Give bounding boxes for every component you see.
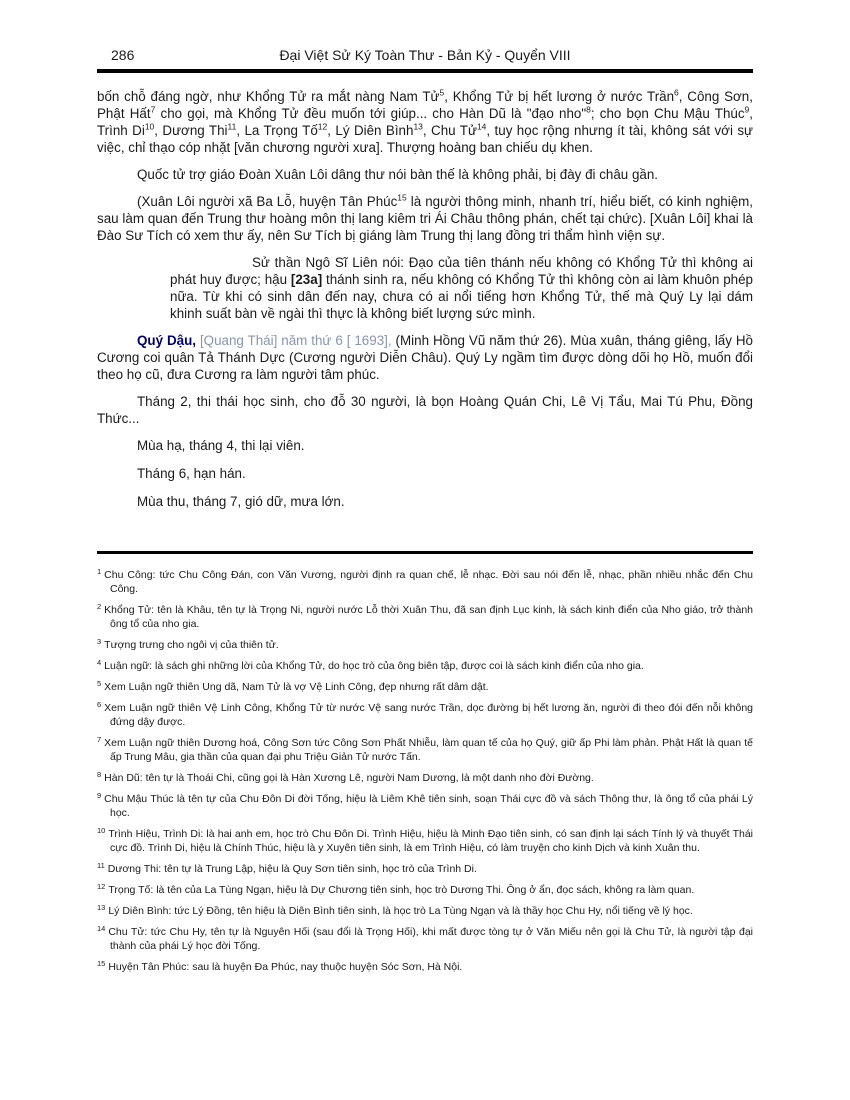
footnote-number: 10	[97, 825, 106, 835]
paragraph-mua-thu: Mùa thu, tháng 7, gió dữ, mưa lớn.	[137, 494, 345, 509]
footnote-number: 4	[97, 657, 102, 667]
footnote-14	[97, 925, 753, 953]
footnote-12	[97, 883, 753, 897]
paragraph-quy-dau: Quý Dậu, [Quang Thái] năm thứ 6 [ 1693], (Minh Hồng Vũ năm thứ 26). Mùa xuân, tháng giêng, lấy Hồ Cương coi quân Tả Thánh Dực (Cương người Diễn Châu). Quý Ly ngầm tìm được dòng dõi họ Hồ, muốn đổi theo họ cũ, đưa Cương ra làm người tâm phúc.	[97, 333, 753, 382]
footnote-text: Dương Thi: tên tự là Trung Lập, hiệu là Quy Sơn tiên sinh, học trò của Trình Di.	[107, 863, 477, 875]
footnote-text: Xem Luận ngữ thiên Vệ Linh Công, Khổng Tử từ nước Vệ sang nước Trần, dọc đường bị hết lương ăn, người đi theo đói đến nỗi không đứng dậy được.	[104, 702, 753, 728]
footnote-11	[97, 862, 753, 876]
footnote-number: 8	[97, 769, 102, 779]
footnote-1	[97, 568, 753, 596]
footnote-text: Xem Luận ngữ thiên Dương hoá, Công Sơn tức Công Sơn Phất Nhiễu, làm quan tế của họ Quý, giữ ấp Phi làm phản. Phật Hất là quan tế ấp Trung Mâu, gia thần của quan đại phu Triệu Giản Tử nước Tấn.	[104, 737, 753, 763]
footnotes-section	[97, 551, 753, 981]
paragraph-thang-2: Tháng 2, thi thái học sinh, cho đỗ 30 người, là bọn Hoàng Quán Chi, Lê Vị Tẩu, Mai Tú Phu, Đồng Thức...	[97, 394, 753, 426]
footnote-7	[97, 736, 753, 764]
footnote-13	[97, 904, 753, 918]
footnote-text: Chu Mậu Thúc là tên tự của Chu Đôn Di đời Tống, hiệu là Liêm Khê tiên sinh, soạn Thái cực đồ và sách Thông thư, là ông tổ của phái Lý học.	[104, 793, 753, 819]
paragraph-thang-6: Tháng 6, hạn hán.	[137, 466, 246, 481]
footnote-text: Chu Công: tức Chu Công Đán, con Văn Vương, người định ra quan chế, lễ nhạc. Đời sau nói đến lễ, nhạc, phần nhiều nhắc đến Chu Công.	[104, 569, 753, 595]
footnote-number: 14	[97, 923, 106, 933]
footnote-number: 5	[97, 678, 102, 688]
document-title: Đại Việt Sử Ký Toàn Thư - Bản Kỷ - Quyển VIII	[279, 47, 571, 63]
footnote-10	[97, 827, 753, 855]
footnote-separator-rule	[97, 551, 753, 554]
footnote-text: Trình Hiệu, Trình Di: là hai anh em, học trò Chu Đôn Di. Trình Hiệu, hiệu là Minh Đạo tiên sinh, có san định lại sách Tính lý và thuyết Thái cực đồ. Trình Di, hiệu là Chính Thúc, hiệu là y Xuyên tiên sinh, là em Trình Hiệu, có làm truyện cho kinh Dịch và kinh Xuân thu.	[108, 828, 753, 854]
footnote-text: Lý Diên Bình: tức Lý Đồng, tên hiệu là Diên Bình tiên sinh, là học trò La Tùng Ngạn và là thầy học Chu Hy, nổi tiếng về lý học.	[108, 905, 693, 917]
footnote-number: 12	[97, 881, 106, 891]
footnote-2	[97, 603, 753, 631]
footnote-15	[97, 960, 753, 974]
footnote-number: 1	[97, 566, 102, 576]
paragraph-xuan-loi-note: (Xuân Lôi người xã Ba Lỗ, huyện Tân Phúc$^{15}$ là người thông minh, nhanh trí, hiểu biết, có kinh nghiệm, sau làm quan đến Trung thư hoàng môn thị lang kiêm tri Ái Châu thông phán, chết tại chức). [Xuân Lôi] khai là Đào Sư Tích có xem thư ấy, nên Sư Tích bị giáng làm Trung thị lang đồng tri thẩm hình viện sự.	[97, 192, 754, 243]
footnote-number: 11	[97, 860, 105, 870]
footnote-number: 6	[97, 699, 102, 709]
footnote-text: Trọng Tố: là tên của La Tùng Ngạn, hiệu là Dự Chương tiên sinh, học trò Dương Thi. Ông ở ẩn, đọc sách, không ra làm quan.	[108, 884, 695, 896]
footnote-text: Khổng Tử: tên là Khâu, tên tự là Trọng Ni, người nước Lỗ thời Xuân Thu, đã san định Lục kinh, là sách kinh điển của Nho giáo, trở thành ông tổ của nho gia.	[104, 604, 753, 630]
footnote-text: Huyện Tân Phúc: sau là huyện Đa Phúc, nay thuộc huyện Sóc Sơn, Hà Nội.	[108, 961, 463, 973]
footnote-9	[97, 792, 753, 820]
footnote-number: 13	[97, 902, 106, 912]
footnote-5	[97, 680, 753, 694]
footnote-text: Luận ngữ: là sách ghi những lời của Khổng Tử, do học trò của ông biên tập, được coi là sách kinh điển của nho gia.	[104, 660, 644, 672]
paragraph-continuation: bốn chỗ đáng ngờ, như Khổng Tử ra mắt nàng Nam Tử$^5$, Khổng Tử bị hết lương ở nước Trần$^6$, Công Sơn, Phật Hất$^7$ cho gọi, mà Khổng Tử đều muốn tới giúp... cho Hàn Dũ là "đạo nho"$^8$; cho bọn Chu Mậu Thúc$^9$, Trình Di$^{10}$, Dương Thi$^{11}$, La Trọng Tố$^{12}$, Lý Diên Bình$^{13}$, Chu Tử$^{14}$, tuy học rộng nhưng ít tài, không sát với sự việc, chỉ thạo cóp nhặt [văn chương người xưa]. Thượng hoàng ban chiếu dụ khen.	[97, 87, 754, 155]
footnote-text: Chu Tử: tức Chu Hy, tên tự là Nguyên Hối (sau đổi là Trọng Hối), khi mất được tòng tự ở Văn Miếu nên gọi là Chu Tử, là người tập đại thành của phái Lý học đời Tống.	[108, 926, 753, 952]
footnote-number: 15	[97, 958, 106, 968]
footnote-6	[97, 701, 753, 729]
paragraph-mua-ha: Mùa hạ, tháng 4, thi lại viên.	[137, 438, 305, 453]
footnote-text: Xem Luận ngữ thiên Ung dã, Nam Tử là vợ Vệ Linh Công, đẹp nhưng rất dâm dật.	[104, 681, 489, 693]
footnote-number: 7	[97, 734, 102, 744]
paragraph-doan-xuan-loi: Quốc tử trợ giáo Đoàn Xuân Lôi dâng thư nói bàn thế là không phải, bị đày đi châu gần.	[137, 167, 659, 182]
footnote-8	[97, 771, 753, 785]
commentary-ngo-si-lien: Sử thần Ngô Sĩ Liên nói: Đạo của tiên thánh nếu không có Khổng Tử thì không ai phát huy được; hậu [23a] thánh sinh ra, nếu không có Khổng Tử thì không còn ai làm khuôn phép nữa. Từ khi có sinh dân đến nay, chưa có ai nổi tiếng hơn Khổng Tử, thế mà Quý Ly lại dám khinh suất bàn về ngài thì thực là không biết lượng sức mình.	[170, 255, 753, 321]
footnote-number: 3	[97, 636, 102, 646]
footnote-number: 9	[97, 790, 102, 800]
footnote-number: 2	[97, 601, 102, 611]
header-rule	[97, 69, 753, 73]
footnote-3	[97, 638, 753, 652]
footnote-text: Hàn Dũ: tên tự là Thoái Chi, cũng gọi là Hàn Xương Lê, người Nam Dương, là một danh nho đời Đường.	[104, 772, 594, 784]
page-body	[97, 88, 753, 521]
page-number: 286	[111, 47, 135, 63]
footnote-text: Tượng trưng cho ngôi vị của thiên tử.	[104, 639, 279, 651]
footnote-4	[97, 659, 753, 673]
page-header	[97, 46, 753, 64]
